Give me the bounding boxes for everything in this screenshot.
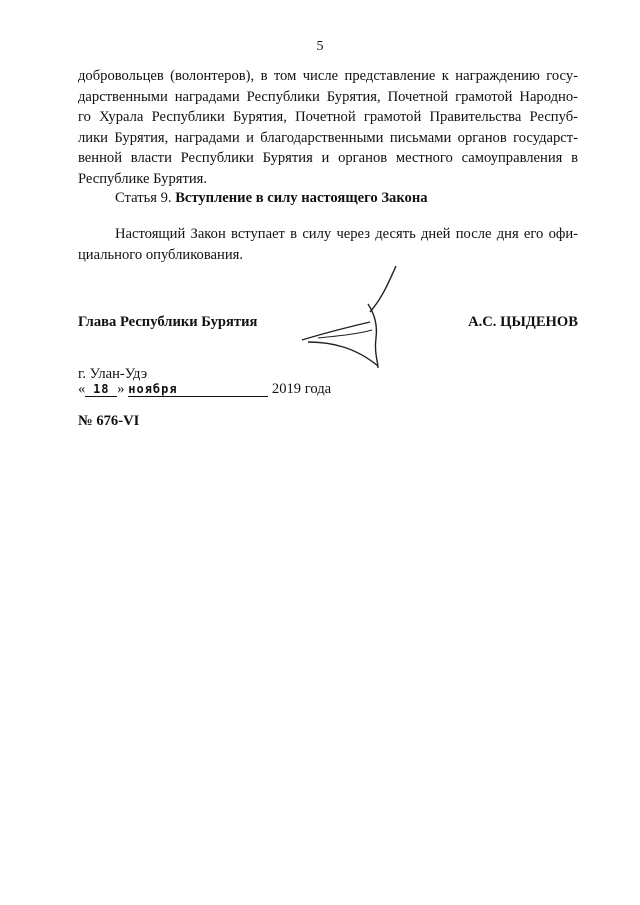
text-line: Республике Бурятия. — [78, 170, 208, 187]
signatory-position: Глава Республики Бурятия — [78, 314, 258, 330]
text-line: венной власти Республики Бурятия и органов местного самоуправления в — [78, 150, 578, 166]
date-close-quote: » — [117, 381, 125, 397]
text-line: добровольцев (волонтеров), в том числе представление к награждению госу- — [78, 68, 578, 84]
handwritten-signature — [298, 262, 418, 374]
article-title: Вступление в силу настоящего Закона — [175, 190, 428, 206]
paragraph-entry-into-force — [78, 224, 578, 265]
date-month: ноября — [128, 382, 268, 397]
page-number: 5 — [316, 39, 324, 54]
text-line: го Хурала Республики Бурятия, Почетной грамотой Правительства Респуб- — [78, 109, 578, 125]
date-year: 2019 года — [271, 381, 332, 397]
article-heading — [115, 188, 428, 208]
date-day: 18 — [85, 382, 117, 397]
text-line: Настоящий Закон вступает в силу через десять дней после дня его офи- — [115, 226, 578, 242]
paragraph-volunteers — [78, 66, 578, 189]
signatory-name: А.С. ЦЫДЕНОВ — [468, 314, 578, 330]
text-line: лики Бурятия, наградами и благодарственными письмами органов государст- — [78, 129, 578, 146]
text-line: дарственными наградами Республики Бурятия, Почетной грамотой Народно- — [78, 88, 578, 105]
date-open-quote: « — [78, 381, 86, 397]
text-line: циального опубликования. — [78, 246, 244, 263]
article-label: Статья 9. — [115, 190, 172, 206]
law-number: № 676-VI — [78, 413, 140, 429]
city: г. Улан-Удэ — [78, 366, 148, 382]
signing-date — [78, 381, 331, 403]
